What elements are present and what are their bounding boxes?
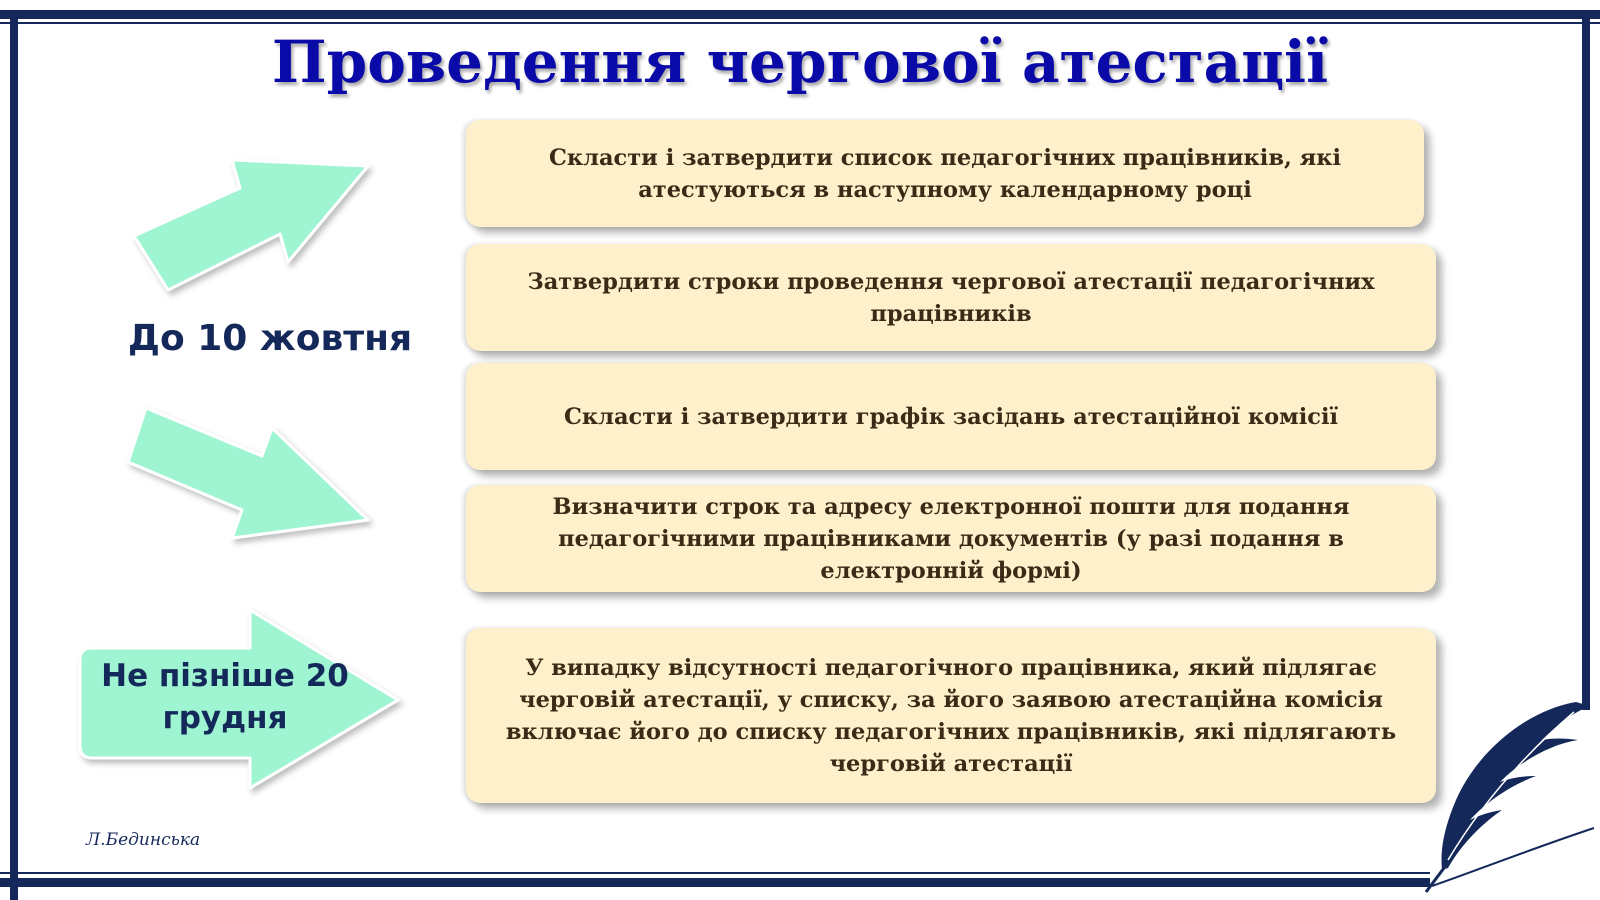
author-signature: Л.Бединська (86, 830, 201, 850)
arrow-up-right-icon (134, 160, 368, 290)
task-box-2 (466, 244, 1436, 351)
deadline-label-december: Не пізніше 20 грудня (101, 658, 349, 736)
task-text-4: Визначити строк та адресу електронної пошти для подання педагогічними працівниками документів (у разі подання в електронній формі) (552, 493, 1350, 584)
task-box-4 (466, 485, 1436, 592)
slide-title: Проведення чергової атестації (271, 28, 1329, 96)
task-box-3 (466, 363, 1436, 470)
task-text-3: Скласти і затвердити графік засідань атестаційної комісії (563, 403, 1339, 430)
feather-quill-icon (1418, 700, 1598, 900)
task-box-1 (466, 120, 1424, 227)
deadline-label-october: До 10 жовтня (127, 318, 413, 359)
task-box-5 (466, 628, 1436, 803)
arrow-down-right-icon (128, 408, 368, 538)
task-text-2: Затвердити строки проведення чергової атестації педагогічних працівників (527, 268, 1375, 327)
task-text-5: У випадку відсутності педагогічного працівника, який підлягає черговій атестації, у списку, за його заявою атестаційна комісія включає його до списку педагогічних працівників, які підлягають черговій атестації (505, 654, 1397, 777)
task-text-1: Скласти і затвердити список педагогічних працівників, які атестуються в наступному календарному році (548, 144, 1342, 203)
